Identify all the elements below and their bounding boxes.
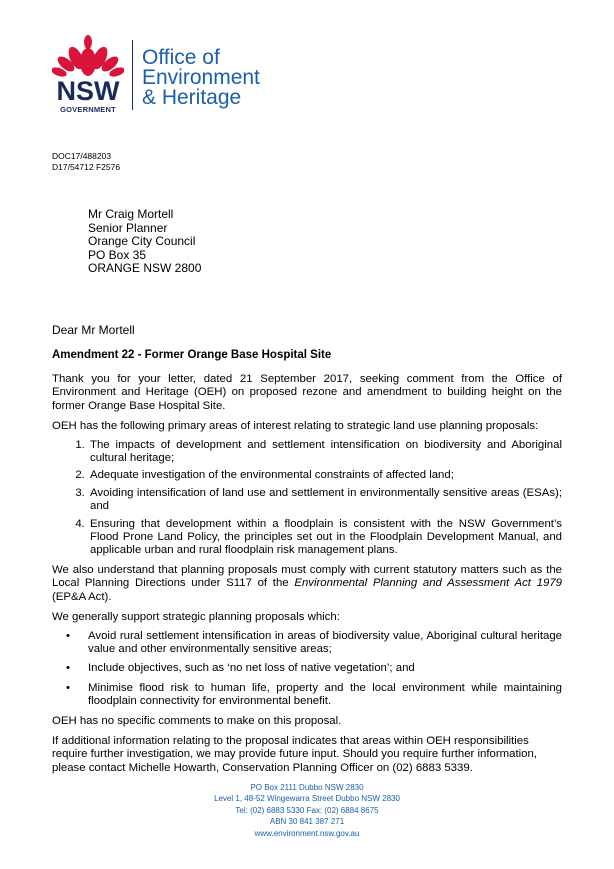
nsw-wordmark: NSW [56,76,120,106]
paragraph: If additional information relating to the proposal indicates that areas within OEH responsibilities require further investigation, we may provide future input. Should you require further information, please contact Michelle Howarth, Conservation Planning Officer on (02) 6883 5339. [52,734,537,774]
list-item-text: Minimise flood risk to human life, property and the local environment while maintaining floodplain connectivity for environmental benefit. [88,681,562,708]
paragraph: We generally support strategic planning proposals which: [52,611,340,624]
act-title: Environmental Planning and Assessment Act 1979 [294,577,562,590]
bullet-list [52,630,562,709]
letter-body [52,373,562,782]
government-wordmark: GOVERNMENT [60,105,116,114]
bullet-icon: • [66,629,70,642]
logo-divider [132,40,133,110]
paragraph: OEH has the following primary areas of interest relating to strategic land use planning proposals: [52,420,539,433]
footer-abn: ABN 30 841 387 271 [269,817,345,827]
agency-line: Office of [142,46,220,69]
file-ref: D17/54712 F2576 [52,162,121,172]
address-line: PO Box 35 [88,247,147,262]
letterhead-footer [0,782,614,839]
address-line: Orange City Council [88,234,196,248]
agency-line: Environment [142,66,260,89]
list-item: 3. Avoiding intensification of land use and settlement in environmentally sensitive areas (ESAs); and [88,487,562,514]
recipient-address [88,208,201,276]
address-line: Mr Craig Mortell [88,207,174,221]
paragraph-text: We also understand that planning proposals must comply with current statutory matters such as the Local Planning Directions under S117 of the [52,563,562,590]
waratah-icon [52,34,124,82]
bullet-icon: • [66,681,70,694]
nsw-oeh-logo [52,34,292,114]
numbered-list [52,439,562,558]
agency-line: & Heritage [142,86,242,109]
subject-heading: Amendment 22 - Former Orange Base Hospital Site [52,349,332,361]
bullet-icon: • [66,662,70,675]
list-item-text: Include objectives, such as ‘no net loss of native vegetation’; and [88,662,415,675]
salutation: Dear Mr Mortell [52,323,135,337]
paragraph: Thank you for your letter, dated 21 September 2017, seeking comment from the Office of Environment and Heritage (OEH) on proposed rezone and amendment to building height on the former Orange Base Hospital Site. [52,373,562,412]
document-references [52,151,120,173]
footer-postal: PO Box 2111 Dubbo NSW 2830 [250,783,364,792]
list-item: 4. Ensuring that development within a floodplain is consistent with the NSW Government’s Flood Prone Land Policy, the principles set out in the Floodplain Development Manual, and applicable urban and rural floodplain risk management plans. [88,518,562,558]
list-item [66,681,562,709]
list-item [66,629,562,657]
paragraph [52,564,562,604]
address-line: ORANGE NSW 2800 [88,261,202,275]
footer-website[interactable]: www.environment.nsw.gov.au [254,828,360,838]
doc-ref: DOC17/488203 [52,151,112,161]
list-item: 2. Adequate investigation of the environmental constraints of affected land; [88,469,562,482]
list-item [66,662,562,675]
list-item-text: Avoid rural settlement intensification in areas of biodiversity value, Aboriginal cultural heritage value and other environmentally sensitive areas; [88,629,562,655]
footer-street: Level 1, 48-52 Wingewarra Street Dubbo NSW 2830 [214,794,400,804]
paragraph: OEH has no specific comments to make on this proposal. [52,714,342,727]
footer-phone: Tel: (02) 6883 5330 Fax: (02) 6884 8675 [235,805,379,815]
agency-name [142,48,260,108]
paragraph-text: (EP&A Act). [52,590,112,603]
list-item: 1. The impacts of development and settlement intensification on biodiversity and Aboriginal cultural heritage; [88,439,562,466]
address-line: Senior Planner [88,220,168,235]
